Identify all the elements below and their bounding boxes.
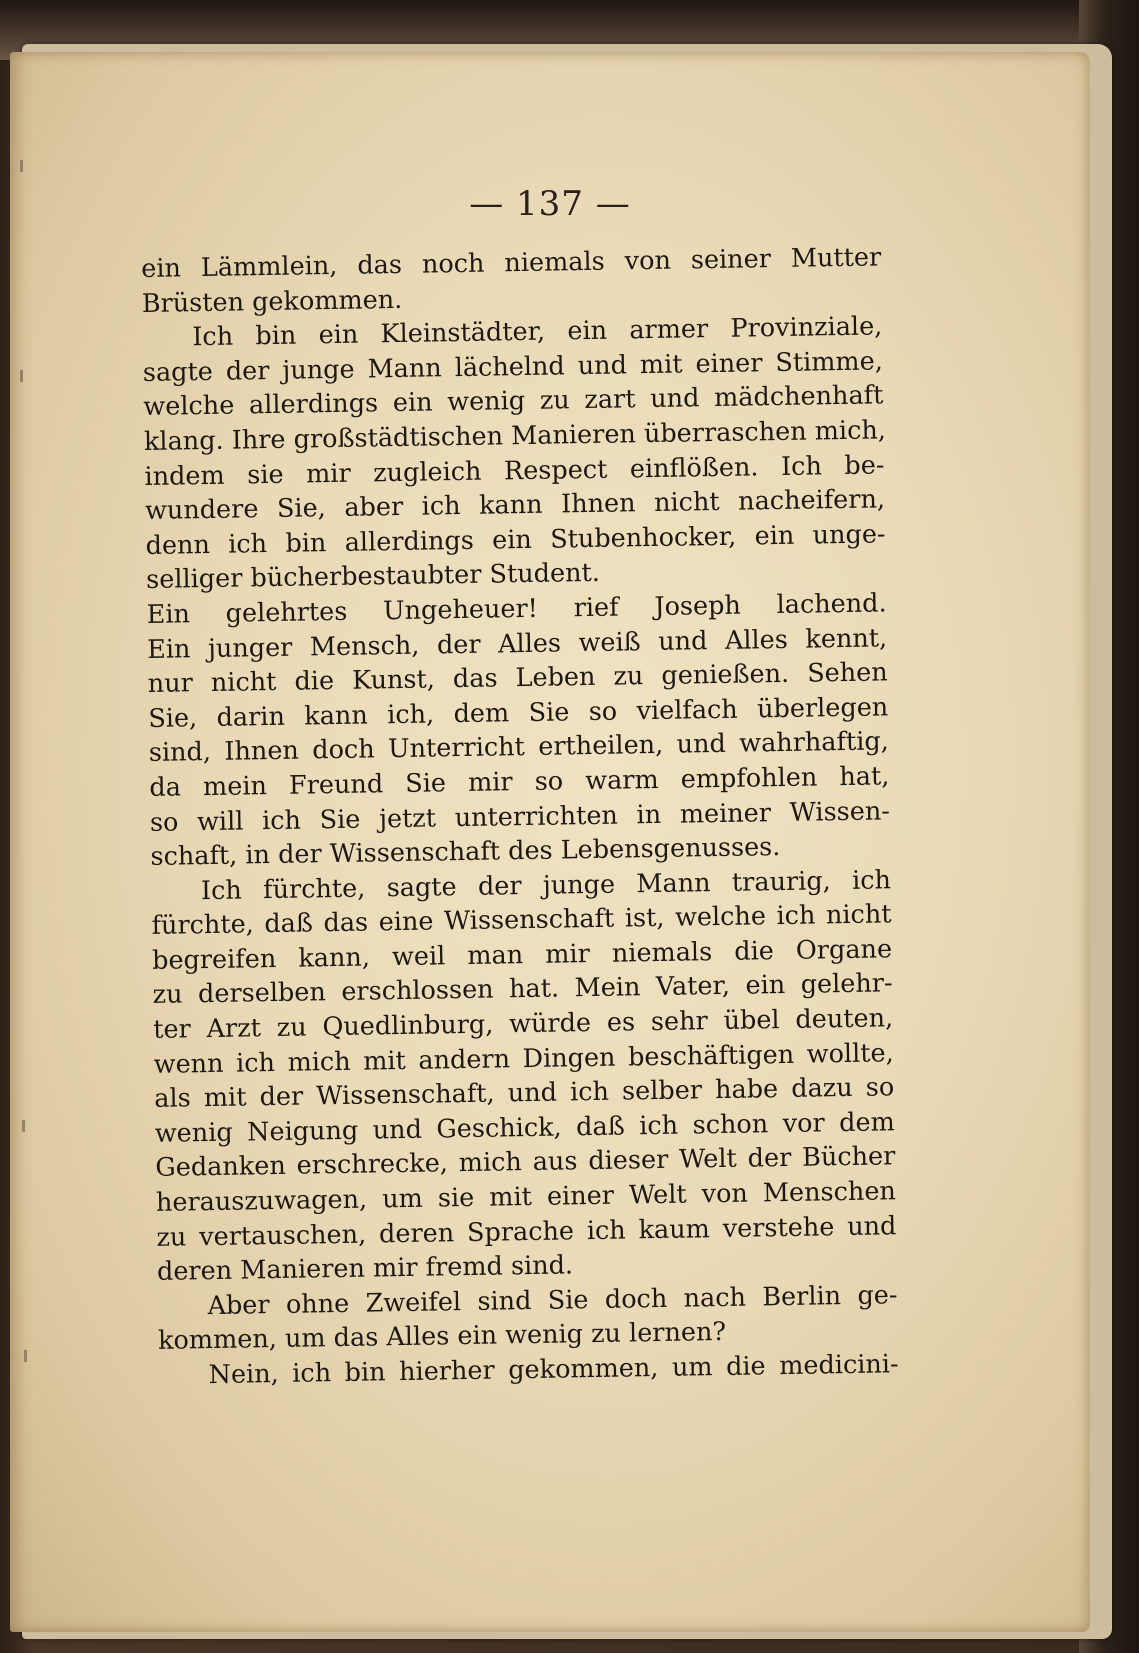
text-line: Aber ohne Zweifel sind Sie doch nach Berlin ge- xyxy=(207,1280,898,1321)
text-line: begreifen kann, weil man mir niemals die Organe xyxy=(151,934,893,976)
text-line: indem sie mir zugleich Respect einflößen. Ich be- xyxy=(144,449,885,492)
text-line: Ich fürchte, sagte der junge Mann traurig, ich xyxy=(200,864,892,906)
text-line: ter Arzt zu Quedlinburg, würde es sehr übel deuten, xyxy=(152,1003,894,1045)
text-line: wenig Neigung und Geschick, daß ich schon vor dem xyxy=(154,1107,895,1149)
text-line: Sie, darin kann ich, dem Sie so vielfach überlegen xyxy=(148,692,889,734)
text-line: Ein gelehrtes Ungeheuer! rief Joseph lachend. xyxy=(146,588,887,630)
text-line: kommen, um das Alles ein wenig zu lernen? xyxy=(157,1317,727,1357)
text-line: sind, Ihnen doch Unterricht ertheilen, und wahrhaftig, xyxy=(148,726,890,769)
text-line: Nein, ich bin hierher gekommen, um die medicini- xyxy=(208,1349,899,1391)
text-line: da mein Freund Sie mir so warm empfohlen hat, xyxy=(149,761,890,803)
book-page xyxy=(10,52,1090,1632)
text-line: fürchte, daß das eine Wissenschaft ist, welche ich nicht xyxy=(151,899,892,942)
margin-speck xyxy=(20,370,23,382)
text-line: nur nicht die Kunst, das Leben zu genießen. Sehen xyxy=(147,657,888,700)
text-line: wundere Sie, aber ich kann Ihnen nicht nacheifern, xyxy=(144,484,886,527)
text-line: ein Lämmlein, das noch niemals von seiner Mutter xyxy=(141,242,882,284)
text-line: denn ich bin allerdings ein Stubenhocker, ein unge- xyxy=(145,519,886,561)
body-text xyxy=(141,240,899,1393)
text-line: Ich bin ein Kleinstädter, ein armer Provinziale, xyxy=(192,311,883,353)
margin-speck xyxy=(22,1120,25,1132)
page-number: — 137 — xyxy=(469,184,631,224)
text-line: so will ich Sie jetzt unterrichten in meiner Wissen- xyxy=(149,795,891,838)
text-line: selliger bücherbestaubter Student. xyxy=(145,558,601,596)
text-line: schaft, in der Wissenschaft des Lebensgenusses. xyxy=(150,832,781,873)
text-line: herauszuwagen, um sie mit einer Welt von Menschen xyxy=(155,1176,897,1218)
text-line: Ein junger Mensch, der Alles weiß und Alles kennt, xyxy=(147,622,888,665)
text-line: welche allerdings ein wenig zu zart und mädchenhaft xyxy=(143,380,884,423)
text-line: als mit der Wissenschaft, und ich selber habe dazu so xyxy=(154,1072,895,1115)
text-line: klang. Ihre großstädtischen Manieren überraschen mich, xyxy=(143,415,887,457)
margin-speck xyxy=(20,160,23,172)
text-line: zu vertauschen, deren Sprache ich kaum verstehe und xyxy=(156,1210,897,1253)
text-line: deren Manieren mir fremd sind. xyxy=(156,1250,574,1288)
text-line: wenn ich mich mit andern Dingen beschäftigen wollte, xyxy=(153,1037,894,1080)
text-line: Brüsten gekommen. xyxy=(141,284,403,319)
text-line: Gedanken erschrecke, mich aus dieser Welt der Bücher xyxy=(155,1141,896,1184)
text-line: zu derselben erschlossen hat. Mein Vater, ein gelehr- xyxy=(152,968,893,1011)
margin-speck xyxy=(24,1350,27,1362)
text-line: sagte der junge Mann lächelnd und mit einer Stimme, xyxy=(142,346,884,388)
